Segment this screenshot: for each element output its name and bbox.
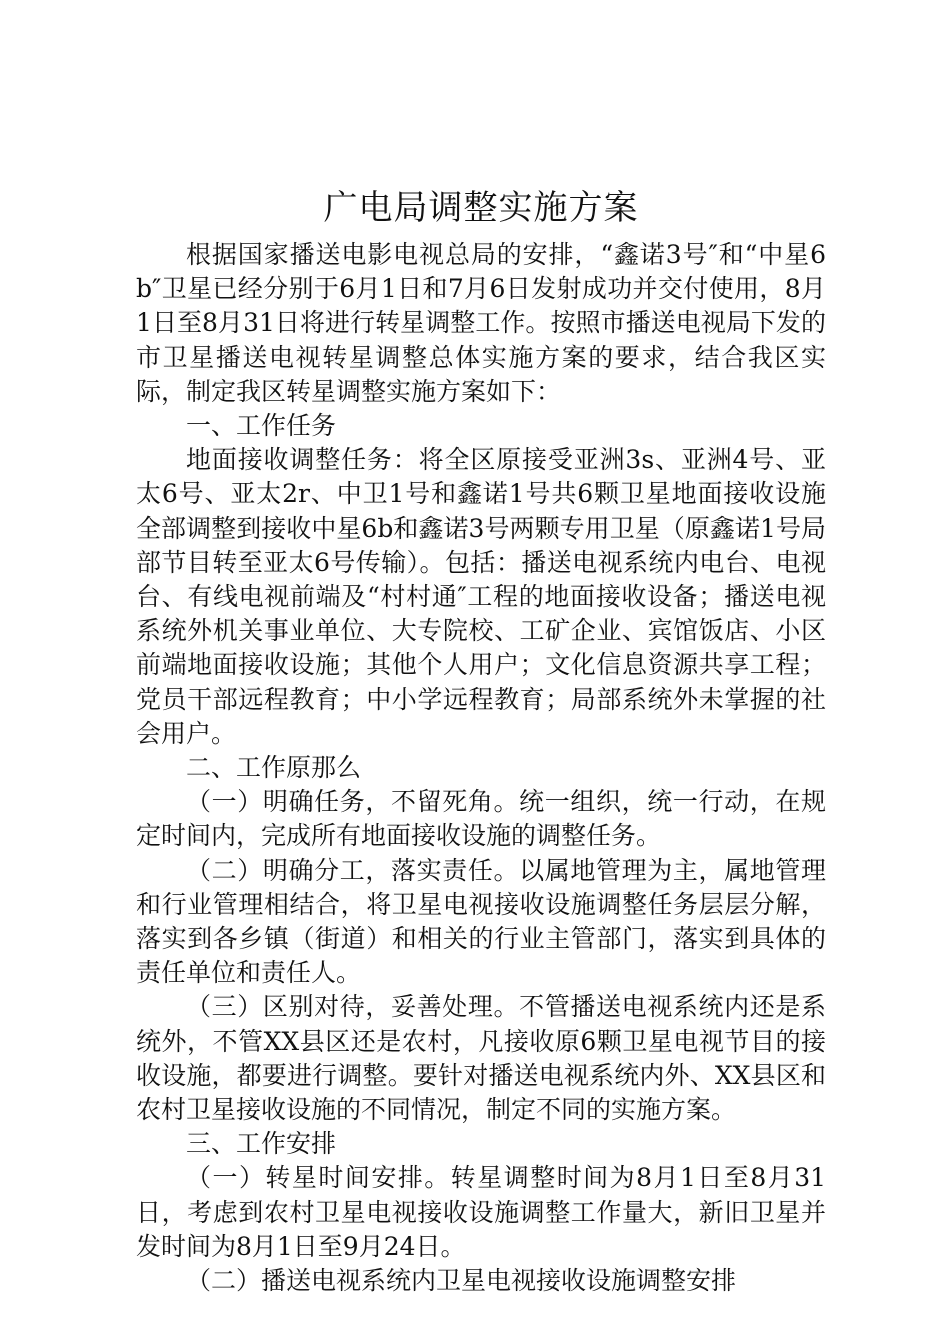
paragraph-principle-3: （三）区别对待，妥善处理。不管播送电视系统内还是系统外，不管XX县区还是农村，凡接收原6颗卫星电视节目的接收设施，都要进行调整。要针对播送电视系统内外、XX县区和农村卫星接收设施的不同情况，制定不同的实施方案。 (136, 992, 826, 1125)
paragraph-intro: 根据国家播送电影电视总局的安排，“鑫诺3号″和“中星6b″卫星已经分别于6月1日和7月6日发射成功并交付使用，8月1日至8月31日将进行转星调整工作。按照市播送电视局下发的市卫星播送电视转星调整总体实施方案的要求，结合我区实际，制定我区转星调整实施方案如下： (136, 240, 826, 406)
section-heading-principles: 二、工作原那么 (186, 753, 362, 783)
document-title: 广电局调整实施方案 (323, 188, 639, 228)
document-page (136, 178, 826, 1298)
paragraph-arrangement-2: （二）播送电视系统内卫星电视接收设施调整安排 (186, 1266, 737, 1296)
paragraph-arrangement-1: （一）转星时间安排。转星调整时间为8月1日至8月31日，考虑到农村卫星电视接收设施调整工作量大，新旧卫星并发时间为8月1日至9月24日。 (136, 1163, 826, 1261)
paragraph-principle-1: （一）明确任务，不留死角。统一组织，统一行动，在规定时间内，完成所有地面接收设施的调整任务。 (136, 787, 826, 851)
paragraph-ground-reception: 地面接收调整任务：将全区原接受亚洲3s、亚洲4号、亚太6号、亚太2r、中卫1号和鑫诺1号共6颗卫星地面接收设施全部调整到接收中星6b和鑫诺3号两颗专用卫星（原鑫诺1号局部节目转至亚太6号传输）。包括：播送电视系统内电台、电视台、有线电视前端及“村村通″工程的地面接收设备；播送电视系统外机关事业单位、大专院校、工矿企业、宾馆饭店、小区前端地面接收设施；其他个人用户；文化信息资源共享工程；党员干部远程教育；中小学远程教育；局部系统外未掌握的社会用户。 (136, 445, 826, 748)
section-heading-arrangements: 三、工作安排 (186, 1129, 337, 1159)
section-heading-tasks: 一、工作任务 (186, 411, 337, 441)
paragraph-principle-2: （二）明确分工，落实责任。以属地管理为主，属地管理和行业管理相结合，将卫星电视接收设施调整任务层层分解，落实到各乡镇（街道）和相关的行业主管部门，落实到具体的责任单位和责任人。 (136, 855, 826, 988)
